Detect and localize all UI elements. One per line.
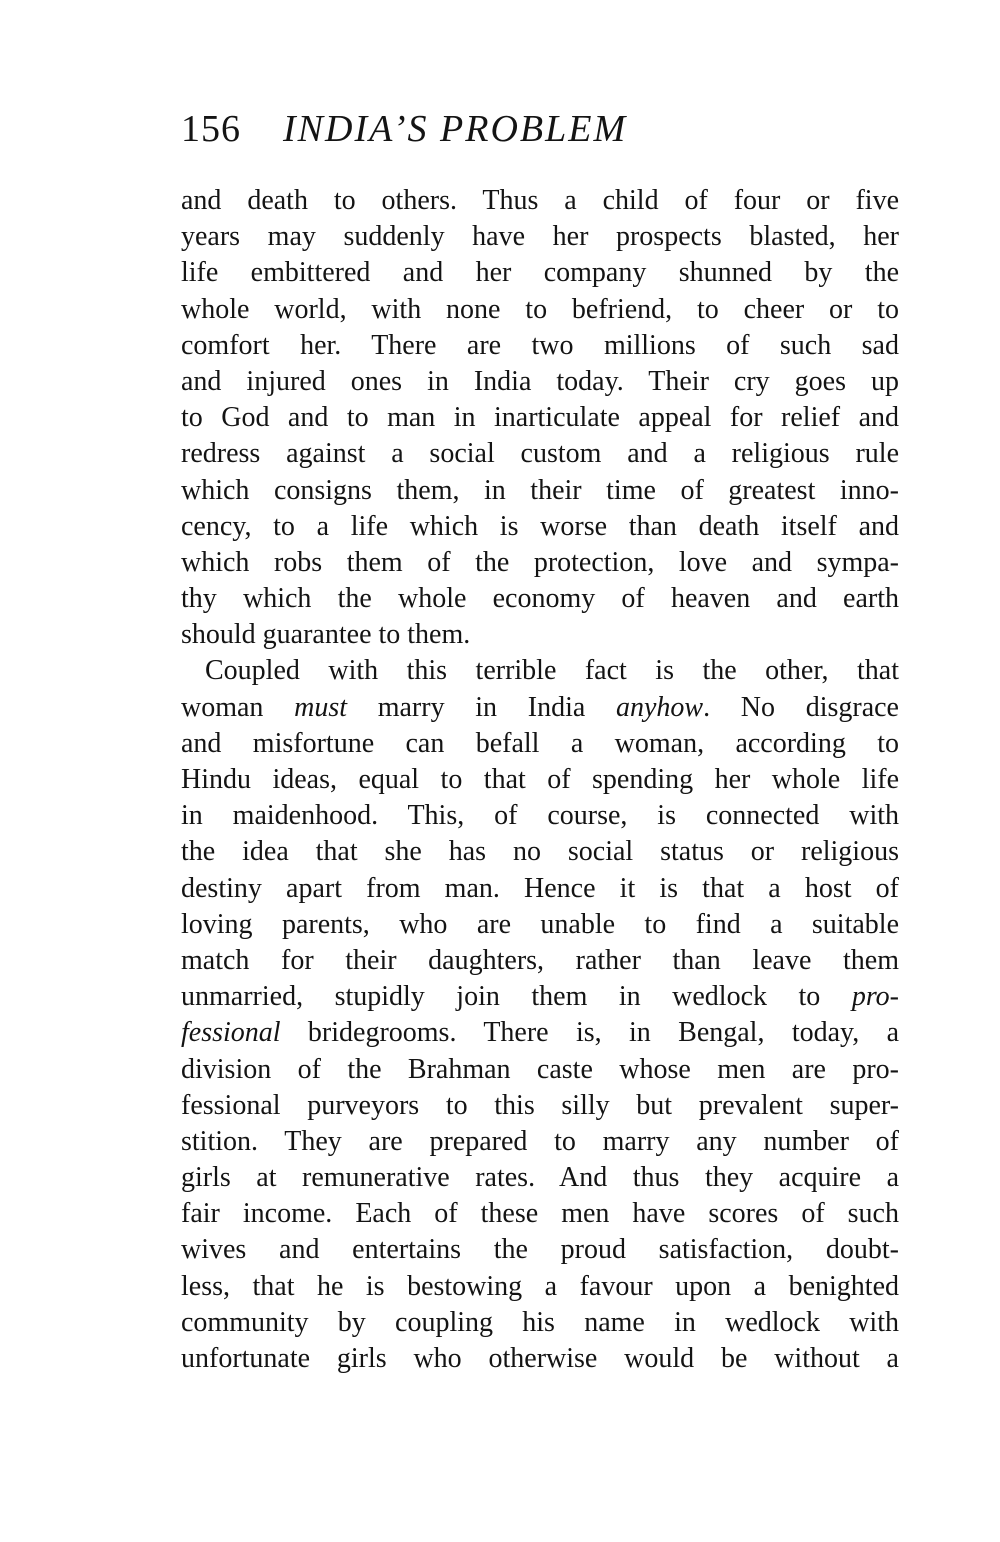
text-line: Hindu ideas, equal to that of spending her whole life [181,764,899,795]
text-run: marry in India [347,691,616,723]
text-line: which consigns them, in their time of greatest inno- [181,474,899,506]
text-line: girls at remunerative rates. And thus they acquire a [181,1162,899,1194]
text-line [181,690,899,726]
text-line: and death to others. Thus a child of four or five [181,185,899,216]
text-line [181,979,899,1015]
text-line: in maidenhood. This, of course, is connected with [181,800,899,832]
text-line: match for their daughters, rather than leave them [181,944,899,976]
text-line: destiny apart from man. Hence it is that a host of [181,872,899,904]
text-line: and misfortune can befall a woman, according to [181,727,899,759]
text-line: loving parents, who are unable to find a suitable [181,908,899,940]
text-line: Coupled with this terrible fact is the other, that [205,655,899,687]
text-line: division of the Brahman caste whose men are pro- [181,1053,899,1085]
text-run: . No disgrace [703,691,899,723]
text-line [181,1015,899,1051]
text-line: community by coupling his name in wedlock with [181,1306,899,1338]
text-line: thy which the whole economy of heaven and earth [181,583,899,615]
text-line: unfortunate girls who otherwise would be without a [181,1343,899,1374]
page-number: 156 [181,108,241,150]
text-line: the idea that she has no social status or religious [181,836,899,868]
text-line: comfort her. There are two millions of such sad [181,329,899,361]
emphasis-professional: fessional [181,1017,281,1049]
text-run: unmarried, stupidly join them in wedlock to [181,981,852,1013]
text-line: stition. They are prepared to marry any number of [181,1125,899,1157]
text-line: which robs them of the protection, love and sympa- [181,546,899,578]
text-line: redress against a social custom and a religious rule [181,438,899,470]
text-line: life embittered and her company shunned by the [181,257,899,289]
text-line: cency, to a life which is worse than death itself and [181,510,899,542]
text-run: woman [181,691,295,723]
text-line: years may suddenly have her prospects blasted, her [181,221,899,253]
running-head [181,104,901,154]
text-line: fessional purveyors to this silly but prevalent super- [181,1089,899,1121]
body-text [181,183,899,1377]
emphasis-anyhow: anyhow [615,691,704,723]
text-line: less, that he is bestowing a favour upon a benighted [181,1270,899,1302]
text-line: whole world, with none to befriend, to cheer or to [181,293,899,325]
text-line: fair income. Each of these men have scores of such [181,1198,899,1230]
text-line: should guarantee to them. [181,619,471,651]
text-line: and injured ones in India today. Their cry goes up [181,365,899,397]
running-title: INDIA’S PROBLEM [283,108,628,150]
emphasis-must: must [294,691,348,723]
emphasis-professional: pro- [851,981,899,1013]
text-line: to God and to man in inarticulate appeal for relief and [181,402,899,434]
text-run: bridegrooms. There is, in Bengal, today, a [280,1017,899,1049]
text-line: wives and entertains the proud satisfaction, doubt- [181,1234,899,1266]
